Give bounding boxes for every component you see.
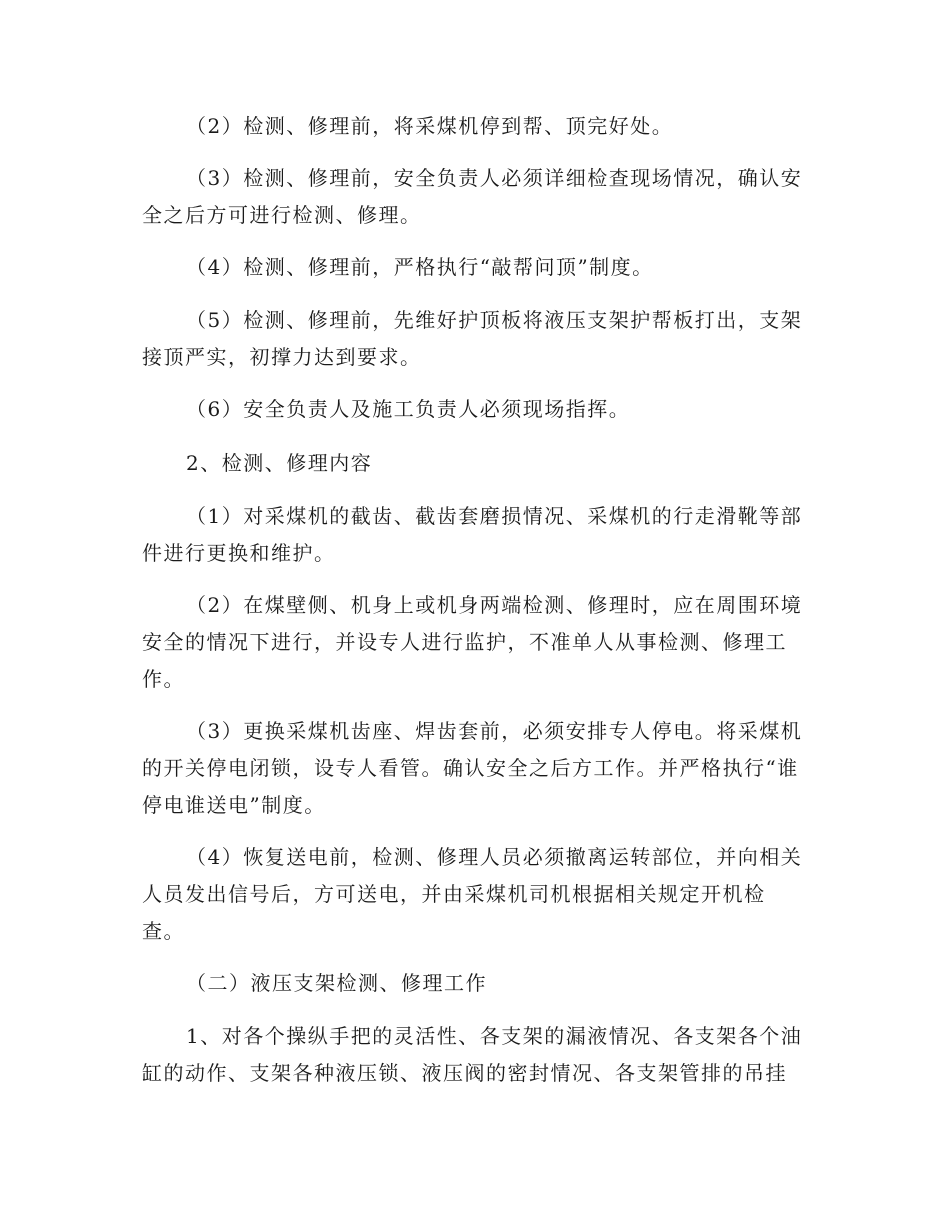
paragraph-3-safety-check: （3）检测、修理前，安全负责人必须详细检查现场情况，确认安全之后方可进行检测、修理。	[142, 166, 803, 227]
paragraph-4-roof-check: （4）检测、修理前，严格执行“敲帮问顶”制度。	[186, 255, 654, 279]
section-heading-hydraulic-support: （二）液压支架检测、修理工作	[186, 971, 487, 995]
paragraph-4-power-restore: （4）恢复送电前，检测、修理人员必须撤离运转部位，并向相关人员发出信号后，方可送电，并由采煤机司机根据相关规定开机检查。	[142, 845, 803, 943]
paragraph-2-stop-shearer: （2）检测、修理前，将采煤机停到帮、顶完好处。	[186, 114, 674, 138]
paragraph-5-support-plate: （5）检测、修理前，先维好护顶板将液压支架护帮板打出，支架接顶严实，初撑力达到要求。	[142, 308, 803, 369]
paragraph-2-wall-side-repair: （2）在煤壁侧、机身上或机身两端检测、修理时，应在周围环境安全的情况下进行，并设专人进行监护，不准单人从事检测、修理工作。	[142, 593, 803, 691]
paragraph-3-power-lockout: （3）更换采煤机齿座、焊齿套前，必须安排专人停电。将采煤机的开关停电闭锁，设专人看管。确认安全之后方工作。并严格执行“谁停电谁送电”制度。	[142, 719, 803, 817]
section-heading-inspection-content: 2、检测、修理内容	[186, 451, 373, 475]
paragraph-6-supervision: （6）安全负责人及施工负责人必须现场指挥。	[186, 397, 631, 421]
paragraph-1-teeth-maintenance: （1）对采煤机的截齿、截齿套磨损情况、采煤机的行走滑靴等部件进行更换和维护。	[142, 504, 803, 565]
paragraph-1-hydraulic-check: 1、对各个操纵手把的灵活性、各支架的漏液情况、各支架各个油缸的动作、支架各种液压锁、液压阀的密封情况、各支架管排的吊挂	[142, 1024, 803, 1085]
